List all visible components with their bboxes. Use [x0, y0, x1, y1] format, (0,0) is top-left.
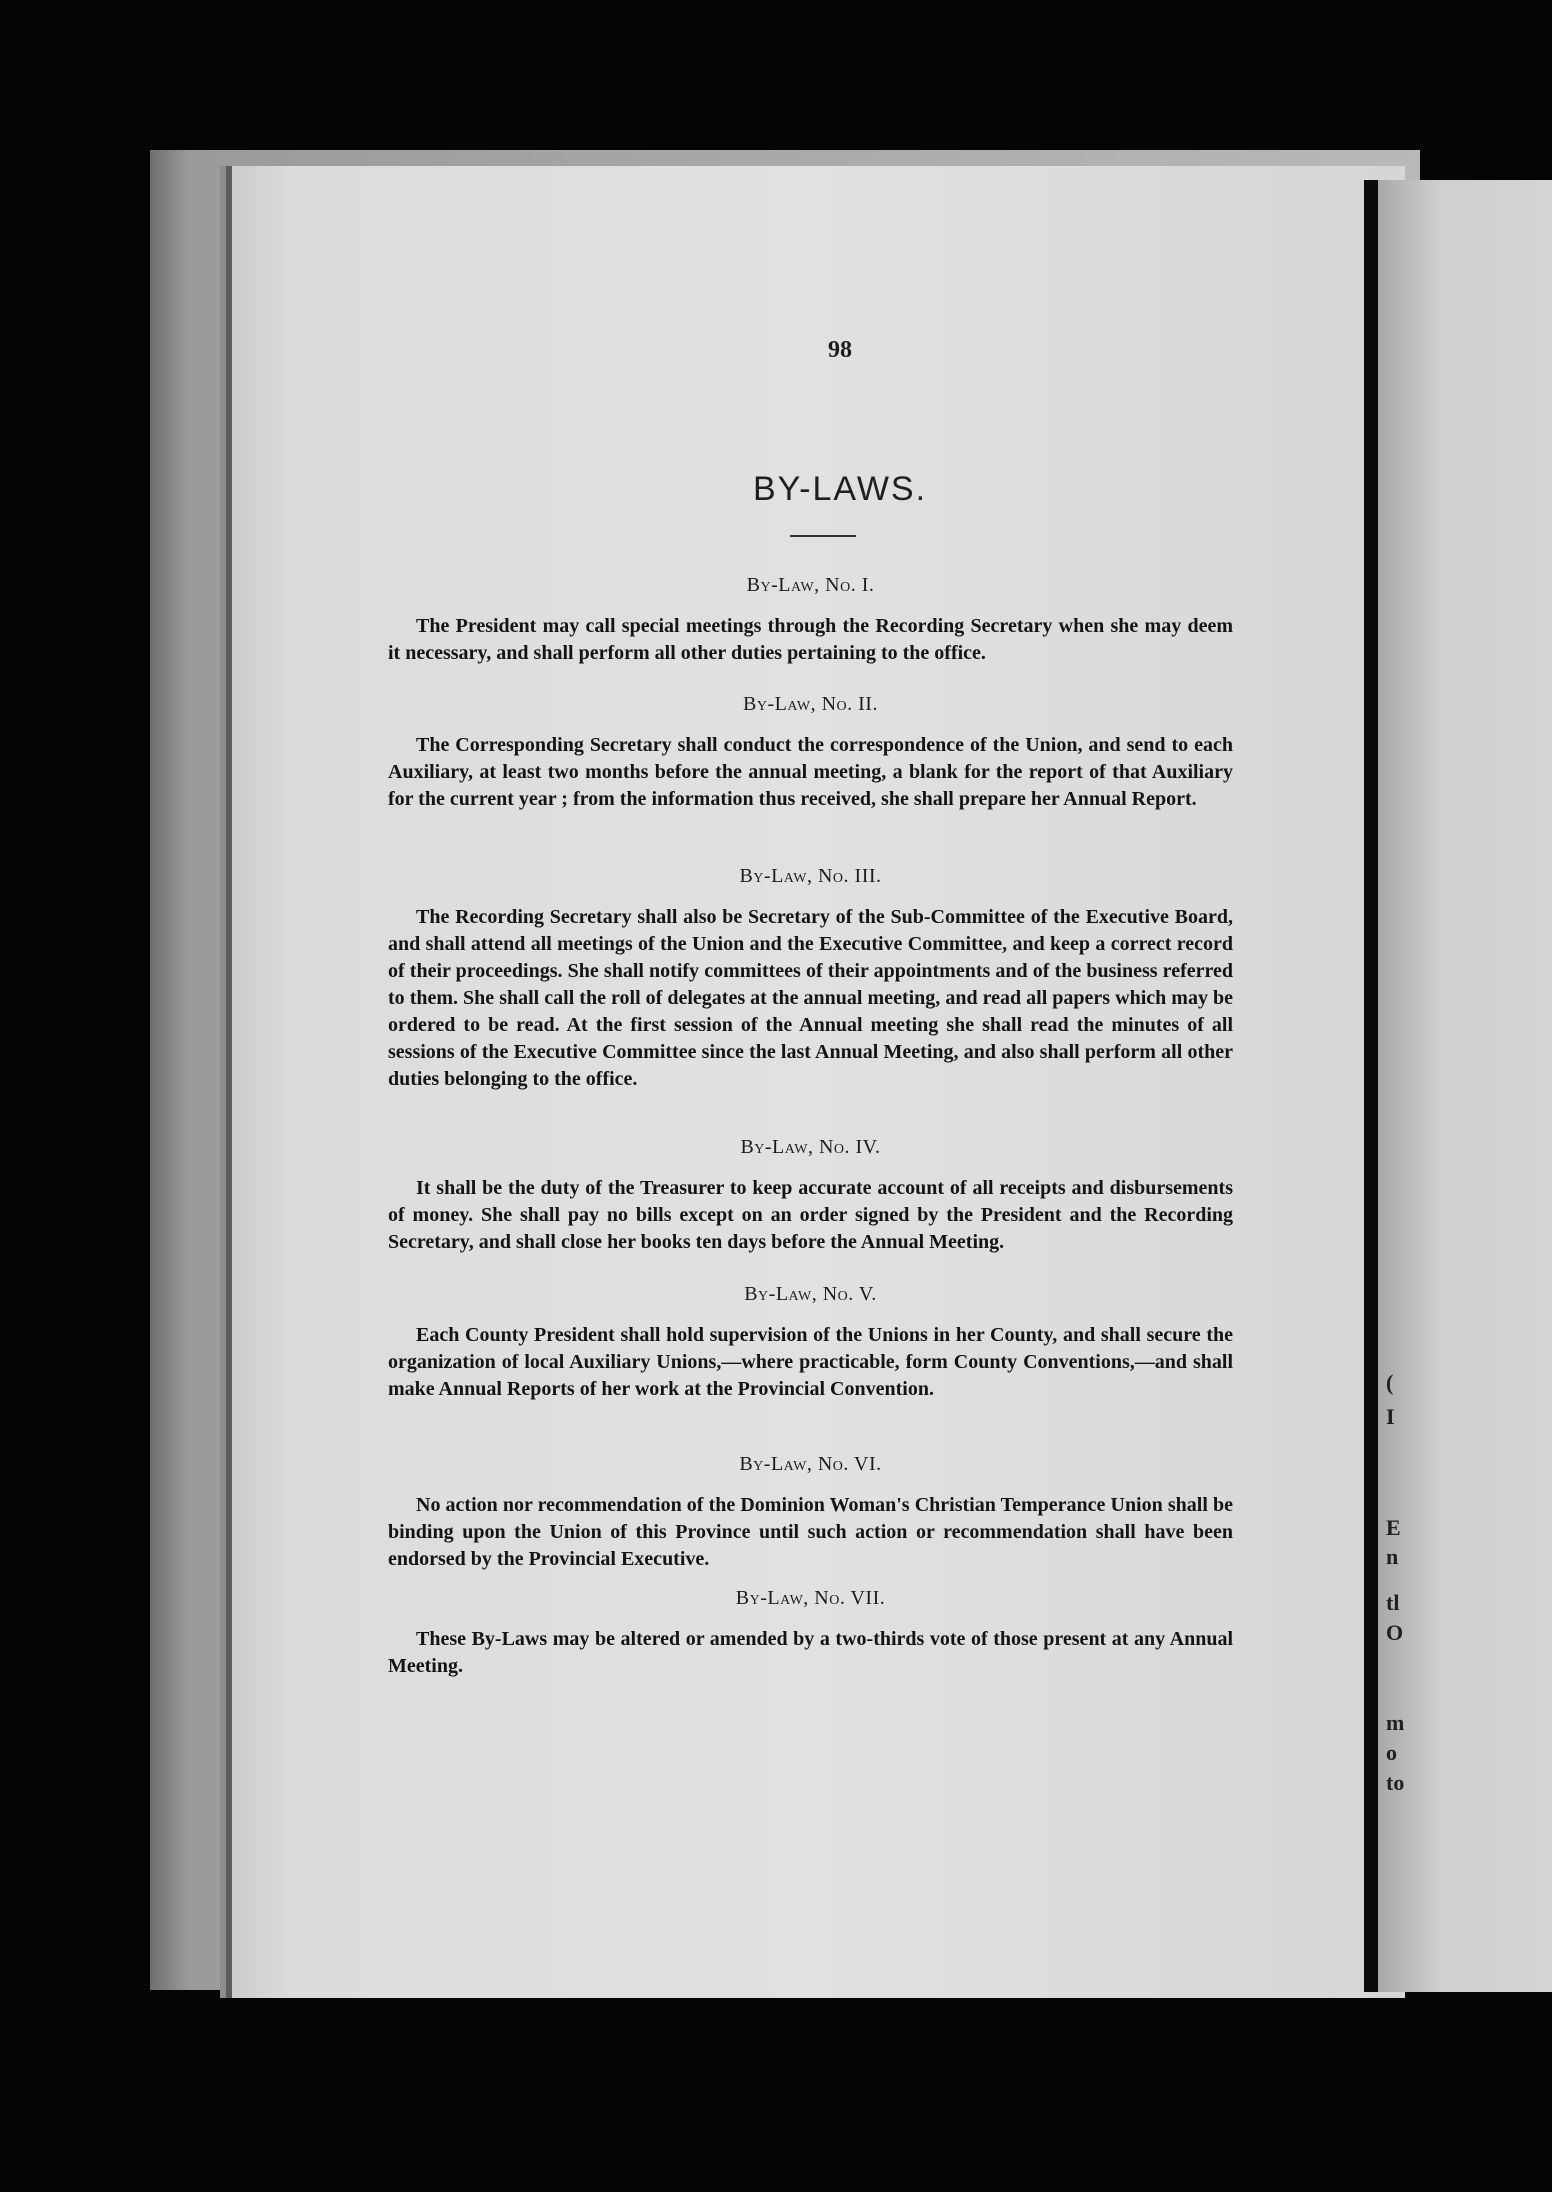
- bylaw-section: [388, 1283, 1233, 1403]
- adjacent-page-fragment: O: [1386, 1620, 1404, 1645]
- bylaw-heading: By-Law, No. VII.: [735, 1587, 886, 1609]
- adjacent-page-fragment: m: [1386, 1710, 1405, 1735]
- book-gutter: [1364, 180, 1378, 1992]
- bylaw-section: [388, 1136, 1233, 1256]
- bylaw-section: [388, 574, 1233, 667]
- bylaw-heading: By-Law, No. V.: [744, 1283, 877, 1305]
- bylaw-section: [388, 693, 1233, 813]
- bylaw-text: No action nor recommendation of the Dominion Woman's Christian Temperance Union shall be binding upon the Union of this Province until such action or recommendation shall have been endorsed by the Provincial Executive.: [388, 1494, 1233, 1570]
- adjacent-page-fragment: (: [1386, 1370, 1394, 1395]
- adjacent-page-fragment: E: [1386, 1515, 1401, 1540]
- title-divider: [790, 535, 856, 537]
- page-title: BY-LAWS.: [752, 470, 928, 508]
- bylaw-text: The Corresponding Secretary shall conduct the correspondence of the Union, and send to each Auxiliary, at least two months before the annual meeting, a blank for the report of that Auxiliary for the current year ; from the information thus received, she shall prepare her Annual Report.: [388, 734, 1233, 810]
- bylaw-heading: By-Law, No. VI.: [739, 1453, 882, 1475]
- bylaw-text: It shall be the duty of the Treasurer to keep accurate account of all receipts and disbursements of money. She shall pay no bills except on an order signed by the President and the Recording Secretary, and shall close her books ten days before the Annual Meeting.: [388, 1177, 1233, 1253]
- adjacent-page-edge: [1378, 180, 1552, 1992]
- bylaw-heading: By-Law, No. III.: [739, 865, 882, 887]
- bylaw-text: These By-Laws may be altered or amended by a two-thirds vote of those present at any Annual Meeting.: [388, 1628, 1233, 1677]
- page-number: 98: [828, 337, 852, 363]
- bylaw-heading: By-Law, No. II.: [743, 693, 878, 715]
- bylaw-text: The Recording Secretary shall also be Secretary of the Sub-Committee of the Executive Board, and shall attend all meetings of the Union and the Executive Committee, and keep a correct record of their proceedings. She shall notify committees of their appointments and of the business referred to them. She shall call the roll of delegates at the annual meeting, and read all papers which may be ordered to be read. At the first session of the Annual meeting she shall read the minutes of all sessions of the Executive Committee since the last Annual Meeting, and also shall perform all other duties belonging to the office.: [388, 906, 1233, 1090]
- adjacent-page-fragment: I: [1386, 1404, 1395, 1429]
- adjacent-page-fragment: n: [1386, 1544, 1399, 1569]
- bylaw-section: [388, 865, 1233, 1093]
- bylaw-heading: By-Law, No. IV.: [740, 1136, 881, 1158]
- bylaw-section: [388, 1587, 1233, 1680]
- bylaw-heading: By-Law, No. I.: [746, 574, 875, 596]
- adjacent-page-fragment: to: [1386, 1770, 1405, 1795]
- adjacent-page-fragment: tl: [1386, 1590, 1400, 1615]
- bylaw-text: Each County President shall hold supervision of the Unions in her County, and shall secure the organization of local Auxiliary Unions,—where practicable, form County Conventions,—and shall make Annual Reports of her work at the Provincial Convention.: [388, 1324, 1233, 1400]
- bylaw-text: The President may call special meetings through the Recording Secretary when she may deem it necessary, and shall perform all other duties pertaining to the office.: [388, 615, 1233, 664]
- adjacent-page-fragment: o: [1386, 1740, 1397, 1765]
- bylaw-section: [388, 1453, 1233, 1573]
